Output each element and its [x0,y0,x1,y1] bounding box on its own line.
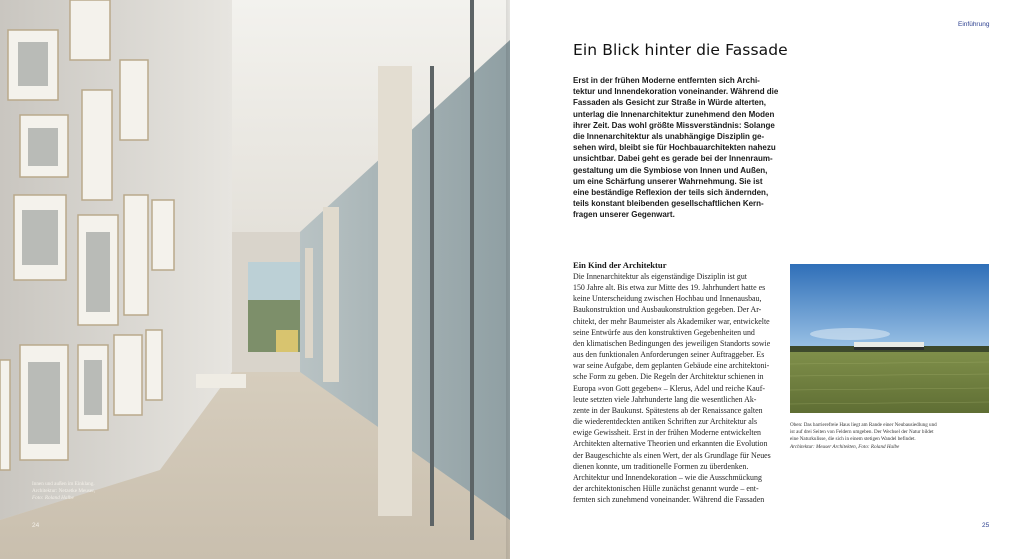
body-line: leute setzten viele Jahrhunderte lang die wesentlichen Ak- [573,394,757,404]
page-number-left: 24 [32,522,40,529]
page-title: Ein Blick hinter die Fassade [573,41,788,59]
figure-caption-credit: Architektur: Meuser Architekten, Foto: Roland Halbe [790,443,900,450]
body-line: der Baugeschichte als einen Wert, der als Grundlage für Neues [573,450,771,460]
section-heading: Ein Kind der Architektur [573,260,667,270]
intro-line: eine beständige Reflexion der teils sich ändernden, [573,188,769,198]
body-line: dienen konnte, um traditionelle Formen zu überdenken. [573,461,749,471]
page-number-right: 25 [982,522,990,529]
intro-line: gestaltung um die Symbiose von Innen und Außen, [573,165,768,175]
body-line: ewige Gewissheit. Erst in der frühen Moderne entwickelten [573,428,761,438]
body-line: Die Innenarchitektur als eigenständige Disziplin ist gut [573,272,747,281]
photo-caption-line: Innen und außen im Einklang. [32,481,95,487]
intro-line: um eine Schärfung unserer Wahrnehmung. Sie ist [573,176,763,186]
body-line: sche Form zu geben. Die Regeln der Architektur schienen in [573,372,764,382]
intro-line: sehen wird, bleibt sie für Hochbauarchitekten nahezu [573,143,776,153]
photo-caption-line: Architektur: Netzetke Meuser, [32,488,96,494]
intro-paragraph [573,75,783,221]
intro-line: die Innenarchitektur als unabhängige Disziplin ge- [573,132,765,142]
figure-caption-line: Oben: Das barrierefreie Haus liegt am Rande einer Neubausiedlung und [790,422,937,428]
body-line: Architekten alternative Theorien und erkannten die Evolution [573,439,768,449]
body-line: den klimatischen Bedingungen des jeweiligen Standorts sowie [573,338,771,348]
body-line: chitekt, der mehr Baumeister als Akademiker war, entwickelte [573,316,770,326]
intro-line: Erst in der frühen Moderne entfernten sich Archi- [573,76,760,85]
intro-line: fragen unserer Gegenwart. [573,210,675,220]
body-paragraph [573,271,775,505]
body-line: Architektur und Innendekoration – wie die Ausschmückung [573,472,762,482]
body-line: keine Unterscheidung zwischen Hochbau und Innenausbau, [573,294,762,304]
figure-caption [790,422,990,451]
body-line: aus den funktionalen Anforderungen seiner Auftraggeber. Es [573,350,765,360]
photo-caption-credit: Foto: Roland Halbe [32,495,74,501]
body-line: zente in der Baukunst. Spätestens ab der Renaissance galten [573,405,763,415]
right-page [510,0,1020,559]
body-line: 150 Jahre alt. Bis etwa zur Mitte des 19. Jahrhundert hatte es [573,283,766,293]
body-line: seine Entwürfe aus den konstruktiven Gegebenheiten und [573,327,755,337]
body-line: fernten sich zunehmend voneinander. Während die Fassaden [573,495,765,505]
body-line: die wiederentdeckten antiken Schriften zur Architektur als [573,417,758,427]
body-line: war seine Aufgabe, dem geplanten Gebäude eine architektoni- [573,361,770,371]
intro-line: Fassaden als Gesicht zur Straße in Würde alterten, [573,98,766,108]
body-line: Europa »von Gott gegeben« – Klerus, Adel und reiche Kauf- [573,383,765,393]
field-house-image [790,264,989,413]
photo-caption [32,481,142,502]
intro-line: tektur und Innendekoration voneinander. Während die [573,87,779,97]
intro-line: ihrer Zeit. Das wohl größte Missverständnis: Solange [573,120,775,130]
figure-caption-line: eine Naturkulisse, die sich in einem stetigen Wandel befindet. [790,436,916,443]
intro-line: teils konstant bleibenden gesellschaftlichen Kern- [573,199,764,209]
intro-line: unsichtbar. Dabei geht es gerade bei der Innenraum- [573,154,773,164]
body-line: der architektonischen Hülle zunächst genannt wurde – ent- [573,483,759,493]
running-head: Einführung [958,21,990,28]
intro-line: unterlag die Innenarchitektur zunehmend den Moden [573,109,775,119]
figure-caption-line: ist auf drei Seiten von Feldern umgeben. Der Wechsel der Natur bildet [790,429,934,436]
landscape-photo [790,264,989,413]
body-line: Baukonstruktion und Ausbaukonstruktion gegeben. Der Ar- [573,305,762,315]
